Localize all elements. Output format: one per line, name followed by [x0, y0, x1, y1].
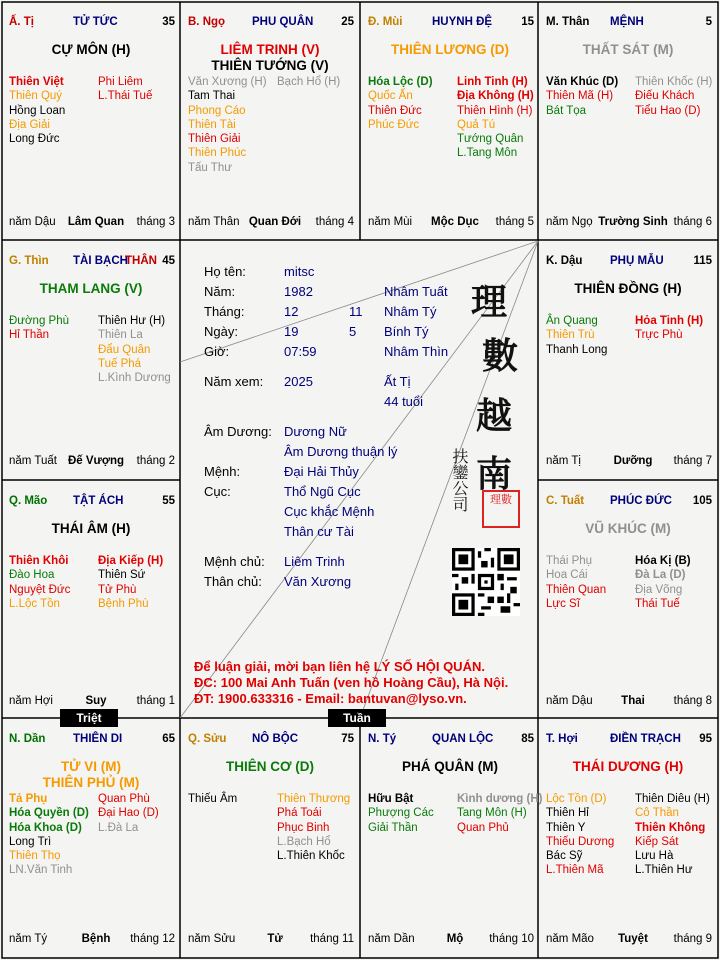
minor-star: Thiên Trù [546, 329, 595, 342]
calligraphy-char-4: 南 [476, 453, 513, 495]
main-star: THÁI ÂM (H) [51, 521, 131, 536]
minor-star: Đường Phù [9, 315, 69, 327]
minor-star: Thiếu Âm [188, 793, 238, 805]
cuc-label: Cục: [204, 484, 231, 499]
palace-header [546, 16, 712, 30]
palace-year: năm Sửu [188, 933, 236, 945]
than-chu-label: Thân chủ: [204, 574, 262, 589]
calligraphy-char-1: 理 [471, 281, 508, 323]
left-stars-column [188, 792, 276, 806]
palace-name: MỆNH [610, 16, 644, 28]
minor-star: L.Thiên Khốc [277, 850, 345, 863]
life-stage: Lâm Quan [67, 216, 125, 228]
left-stars-column [546, 792, 634, 878]
palace-footer [188, 933, 354, 947]
palace-header [9, 16, 175, 30]
palace-header [368, 733, 534, 747]
center-panel [180, 240, 538, 718]
left-stars-column [546, 75, 634, 118]
palace-footer [9, 455, 175, 469]
day-lunar: 5 [349, 324, 357, 339]
minor-star: Quốc Ấn [368, 90, 413, 103]
minor-star: Thái Tuế [635, 597, 680, 610]
minor-star: Hồng Loan [9, 104, 66, 117]
palace-year: năm Tuất [9, 455, 57, 467]
triet-tab: Triệt [60, 709, 118, 727]
month-value: 12 [284, 304, 299, 319]
life-stage: Mộ [446, 933, 464, 945]
palace-cell-ngo [181, 2, 359, 240]
palace-cell-dau [539, 241, 717, 479]
menh-label: Mệnh: [204, 464, 241, 479]
amduong-value: Dương Nữ [284, 424, 347, 439]
minor-star: Phong Cáo [188, 104, 246, 117]
minor-star: Thiên Diêu (H) [635, 793, 710, 805]
contact-line-2: ĐC: 100 Mai Anh Tuấn (ven hồ Hoàng Cầu), Hà Nội. [194, 675, 509, 690]
left-stars-column [368, 75, 456, 132]
minor-star: Tướng Quân [457, 133, 524, 146]
palace-year: năm Ngọ [546, 216, 593, 228]
main-star: TỬ VI (M) [61, 759, 121, 774]
minor-star: Kiếp Sát [635, 835, 679, 848]
right-stars-column [635, 792, 720, 878]
year-can: Nhâm Tuất [384, 284, 448, 299]
minor-star: Linh Tinh (H) [457, 76, 528, 88]
minor-star: Hỉ Thần [9, 329, 50, 342]
palace-year: năm Dần [368, 933, 415, 945]
palace-cell-hoi [539, 719, 717, 957]
palace-year: năm Tý [9, 933, 48, 945]
tuan-tab: Tuần [328, 709, 386, 727]
minor-star: Đào Hoa [9, 569, 55, 582]
palace-position: N. Tý [368, 733, 397, 745]
minor-star: Địa Võng [635, 583, 683, 596]
minor-star: L.Kình Dương [98, 372, 171, 385]
than-marker: THÂN [125, 255, 157, 267]
right-stars-column [277, 792, 365, 863]
minor-star: L.Bạch Hổ [277, 835, 331, 848]
palace-footer [9, 933, 175, 947]
minor-star: Thiên Hỉ [546, 807, 589, 820]
minor-star: Văn Xương (H) [188, 76, 267, 88]
palace-name: QUAN LỘC [432, 733, 494, 745]
palace-month: tháng 12 [130, 933, 175, 945]
main-star: THIÊN PHỦ (M) [42, 775, 140, 790]
palace-age: 115 [693, 255, 712, 267]
palace-name: TẬT ÁCH [73, 495, 124, 507]
main-stars [539, 759, 717, 775]
view-year-label: Năm xem: [204, 374, 264, 389]
palace-month: tháng 7 [673, 455, 712, 467]
left-stars-column [9, 75, 97, 146]
left-stars-column [9, 792, 97, 878]
hour-label: Giờ: [204, 344, 230, 359]
palace-name: TỬ TỨC [73, 16, 118, 28]
palace-header [546, 495, 712, 509]
minor-star: Phá Toái [277, 807, 322, 820]
palace-cell-dan [2, 719, 180, 957]
main-star: THIÊN LƯƠNG (D) [391, 42, 509, 57]
main-stars [539, 521, 717, 537]
palace-name: PHU QUÂN [252, 16, 314, 28]
minor-star: Đẩu Quân [98, 343, 151, 356]
view-year-value: 2025 [284, 374, 313, 389]
minor-star: Thiên Giải [188, 133, 241, 146]
palace-header [9, 495, 175, 509]
minor-star: Văn Khúc (D) [546, 76, 619, 88]
minor-star: Hóa Lộc (D) [368, 76, 433, 88]
main-stars [361, 759, 539, 775]
qr-code [452, 548, 520, 616]
name-label: Họ tên: [204, 264, 246, 279]
life-stage: Đế Vượng [67, 455, 125, 467]
minor-star: Thiên Mã (H) [546, 90, 614, 103]
palace-name: NÔ BỘC [252, 733, 298, 745]
main-stars [2, 521, 180, 537]
right-stars-column [635, 554, 720, 611]
palace-header [9, 255, 175, 269]
palace-header [9, 733, 175, 747]
life-stage: Tử [267, 933, 283, 945]
palace-name: HUYNH ĐỆ [432, 16, 493, 28]
minor-star: Thiên Thọ [9, 850, 61, 863]
palace-footer [368, 933, 534, 947]
minor-star: Quan Phù [98, 793, 150, 805]
minor-star: L.Lộc Tồn [9, 597, 60, 610]
main-star: THIÊN ĐỒNG (H) [574, 281, 682, 296]
palace-age: 75 [341, 733, 354, 745]
palace-name: PHÚC ĐỨC [610, 495, 672, 507]
minor-star: Phượng Các [368, 807, 434, 820]
life-stage: Trường Sinh [598, 216, 668, 228]
palace-name: ĐIỀN TRẠCH [610, 733, 681, 745]
minor-star: Đà La (D) [635, 569, 686, 582]
menh-chu-value: Liêm Trinh [284, 554, 345, 569]
palace-position: Ấ. Tị [9, 16, 34, 28]
minor-star: Thiếu Dương [546, 835, 615, 848]
minor-star: Long Đức [9, 133, 60, 146]
palace-footer [546, 455, 712, 469]
palace-footer [188, 216, 354, 230]
palace-year: năm Mùi [368, 216, 413, 228]
main-star: PHÁ QUÂN (M) [402, 759, 498, 774]
right-stars-column [457, 75, 545, 161]
main-star: THẤT SÁT (M) [582, 42, 674, 57]
palace-month: tháng 3 [136, 216, 175, 228]
minor-star: Phục Binh [277, 821, 330, 834]
palace-age: 15 [521, 16, 534, 28]
palace-year: năm Tị [546, 455, 581, 467]
minor-star: Hóa Kị (B) [635, 555, 691, 567]
minor-star: Lưu Hà [635, 850, 674, 863]
than-chu-value: Văn Xương [284, 574, 352, 589]
minor-star: L.Thái Tuế [98, 90, 153, 103]
palace-age: 45 [162, 255, 175, 267]
palace-position: T. Hợi [546, 733, 578, 745]
palace-cell-suu [181, 719, 359, 957]
minor-star: Hóa Quyền (D) [9, 807, 89, 820]
palace-cell-ti [2, 2, 180, 240]
day-can: Bính Tý [384, 324, 429, 339]
palace-footer [546, 695, 712, 709]
day-label: Ngày: [204, 324, 238, 339]
month-can: Nhâm Tý [384, 304, 437, 319]
palace-month: tháng 4 [315, 216, 354, 228]
main-stars [2, 281, 180, 297]
life-stage: Bệnh [81, 933, 111, 945]
palace-month: tháng 8 [673, 695, 712, 707]
palace-header [546, 255, 712, 269]
minor-star: Thiên Y [546, 821, 586, 834]
palace-month: tháng 2 [136, 455, 175, 467]
main-star: THIÊN CƠ (D) [225, 759, 314, 774]
minor-star: Giải Thần [368, 821, 418, 834]
right-stars-column [635, 75, 720, 118]
palace-position: Q. Sửu [188, 733, 227, 745]
main-stars [539, 281, 717, 297]
minor-star: Kình dương (H) [457, 793, 543, 805]
left-stars-column [9, 314, 97, 343]
palace-month: tháng 10 [489, 933, 534, 945]
palace-position: K. Dậu [546, 255, 583, 267]
palace-position: N. Dần [9, 733, 46, 745]
right-stars-column [457, 792, 545, 835]
minor-star: Thiên Việt [9, 76, 64, 88]
palace-header [368, 16, 534, 30]
minor-star: Thiên Đức [368, 104, 422, 117]
minor-star: Thiên La [98, 329, 143, 342]
minor-star: Hóa Khoa (D) [9, 821, 82, 834]
minor-star: Hỏa Tinh (H) [635, 315, 704, 327]
palace-month: tháng 5 [495, 216, 534, 228]
menh-value: Đại Hải Thủy [284, 464, 359, 479]
minor-star: Thiên Thương [277, 793, 351, 805]
year-value: 1982 [284, 284, 313, 299]
minor-star: L.Tang Môn [457, 147, 518, 160]
palace-header [188, 16, 354, 30]
life-stage: Suy [85, 695, 107, 707]
view-year-can: Ất Tị [384, 374, 411, 389]
year-label: Năm: [204, 284, 236, 299]
palace-position: G. Thìn [9, 255, 49, 267]
main-stars [361, 42, 539, 58]
palace-cell-mao [2, 481, 180, 719]
contact-line-1: Để luận giải, mời bạn liên hệ LÝ SỐ HỘI QUÁN. [194, 659, 485, 674]
minor-star: Nguyệt Đức [9, 583, 71, 596]
minor-star: Thiên Phúc [188, 147, 247, 160]
minor-star: Lộc Tồn (D) [546, 793, 607, 805]
minor-star: Địa Không (H) [457, 90, 534, 103]
palace-position: Q. Mão [9, 495, 48, 507]
main-stars [2, 42, 180, 58]
main-stars [2, 759, 180, 791]
hour-value: 07:59 [284, 344, 317, 359]
minor-star: Địa Giải [9, 118, 50, 131]
minor-star: Thiên Khốc (H) [635, 76, 713, 88]
cuc-note: Cục khắc Mệnh [284, 504, 375, 519]
minor-star: Thiên Tài [188, 118, 236, 131]
palace-position: C. Tuất [546, 495, 585, 507]
palace-year: năm Mão [546, 933, 594, 945]
palace-year: năm Dậu [546, 695, 593, 707]
minor-star: Phúc Đức [368, 118, 420, 131]
palace-cell-than [539, 2, 717, 240]
palace-age: 85 [521, 733, 534, 745]
right-stars-column [98, 792, 186, 835]
minor-star: Bát Tọa [546, 104, 587, 117]
palace-age: 105 [692, 495, 712, 507]
minor-star: L.Thiên Hư [635, 864, 693, 877]
main-stars [181, 759, 359, 775]
main-star: THÁI DƯƠNG (H) [572, 759, 684, 774]
minor-star: Phi Liêm [98, 76, 143, 88]
palace-header [546, 733, 712, 747]
minor-star: Đại Hao (D) [98, 807, 159, 820]
palace-footer [368, 216, 534, 230]
palace-month: tháng 6 [673, 216, 712, 228]
palace-year: năm Thân [188, 216, 240, 228]
palace-footer [546, 216, 712, 230]
life-stage: Quan Đới [248, 216, 302, 228]
right-stars-column [635, 314, 720, 343]
minor-star: LN.Văn Tinh [9, 864, 73, 877]
minor-star: Thanh Long [546, 343, 608, 356]
life-stage: Mộc Dục [431, 216, 479, 228]
day-value: 19 [284, 324, 299, 339]
minor-star: Tử Phù [98, 583, 137, 596]
minor-star: Địa Kiếp (H) [98, 555, 164, 567]
palace-month: tháng 9 [673, 933, 712, 945]
palace-year: năm Dậu [9, 216, 56, 228]
left-stars-column [368, 792, 456, 835]
minor-star: Thiên Không [635, 821, 706, 834]
minor-star: Trực Phù [635, 329, 683, 342]
palace-name: TÀI BẠCH [73, 255, 128, 267]
palace-month: tháng 1 [136, 695, 175, 707]
minor-star: Lực Sĩ [546, 597, 580, 610]
palace-footer [9, 695, 175, 709]
palace-cell-ty [361, 719, 543, 957]
right-stars-column [98, 75, 186, 104]
palace-position: Đ. Mùi [368, 16, 403, 28]
menh-chu-label: Mệnh chủ: [204, 554, 265, 569]
minor-star: L.Đà La [98, 821, 139, 834]
main-star: THAM LANG (V) [39, 281, 143, 296]
cuc-value: Thổ Ngũ Cục [284, 484, 361, 499]
minor-star: Bạch Hổ (H) [277, 76, 341, 88]
palace-name: PHỤ MẪU [610, 255, 664, 267]
red-seal-stamp: 理數 [482, 490, 520, 528]
life-stage: Tuyệt [618, 933, 648, 945]
palace-age: 65 [162, 733, 175, 745]
minor-star: Thiên Quý [9, 90, 63, 103]
minor-star: L.Thiên Mã [546, 864, 604, 877]
minor-star: Thái Phụ [546, 555, 593, 567]
calligraphy-char-2: 數 [482, 335, 519, 377]
amduong-label: Âm Dương: [204, 424, 272, 439]
minor-star: Quả Tú [457, 118, 496, 131]
right-stars-column [98, 554, 186, 611]
palace-cell-tuat [539, 481, 717, 719]
palace-month: tháng 11 [310, 933, 354, 945]
right-stars-column [98, 314, 186, 385]
minor-star: Ân Quang [546, 315, 598, 327]
minor-star: Bác Sỹ [546, 850, 583, 863]
palace-age: 35 [162, 16, 175, 28]
right-stars-column [277, 75, 365, 89]
palace-name: THIÊN DI [73, 733, 123, 745]
left-stars-column [188, 75, 276, 175]
main-star: CỰ MÔN (H) [51, 42, 131, 57]
palace-position: B. Ngọ [188, 16, 226, 28]
minor-star: Tả Phụ [9, 793, 48, 805]
palace-position: M. Thân [546, 16, 590, 28]
main-star: LIÊM TRINH (V) [220, 42, 320, 57]
left-stars-column [546, 554, 634, 611]
main-stars [181, 42, 359, 74]
minor-star: Thiên Sứ [98, 569, 146, 582]
company-characters: 扶鑾公司 [450, 448, 469, 512]
minor-star: Tam Thai [188, 90, 236, 103]
main-star: VŨ KHÚC (M) [585, 521, 671, 536]
palace-header [188, 733, 354, 747]
life-stage: Thai [621, 695, 645, 707]
palace-footer [546, 933, 712, 947]
minor-star: Long Trì [9, 835, 52, 848]
minor-star: Thiên Quan [546, 583, 607, 596]
minor-star: Hoa Cái [546, 569, 588, 582]
minor-star: Thiên Hư (H) [98, 315, 166, 327]
minor-star: Thiên Hình (H) [457, 104, 533, 117]
minor-star: Bệnh Phù [98, 597, 149, 610]
than-cu: Thân cư Tài [284, 524, 354, 539]
calligraphy-char-3: 越 [476, 395, 513, 437]
name-value: mitsc [284, 264, 315, 279]
palace-cell-thin [2, 241, 180, 479]
month-lunar: 11 [349, 304, 363, 319]
palace-age: 95 [699, 733, 712, 745]
palace-age: 5 [705, 16, 712, 28]
amduong-note: Âm Dương thuận lý [284, 444, 398, 459]
minor-star: Tang Môn (H) [457, 807, 527, 820]
main-star: THIÊN TƯỚNG (V) [211, 58, 329, 73]
palace-age: 25 [341, 16, 354, 28]
left-stars-column [546, 314, 634, 357]
contact-line-3: ĐT: 1900.633316 - Email: bantuvan@lyso.vn. [194, 691, 467, 706]
age-value: 44 tuổi [384, 394, 424, 409]
minor-star: Điếu Khách [635, 90, 695, 103]
palace-age: 55 [162, 495, 175, 507]
palace-footer [9, 216, 175, 230]
minor-star: Tấu Thư [188, 161, 232, 174]
minor-star: Cô Thần [635, 807, 679, 820]
palace-cell-mui [361, 2, 539, 240]
minor-star: Tiểu Hao (D) [635, 104, 701, 117]
left-stars-column [9, 554, 97, 611]
month-label: Tháng: [204, 304, 245, 319]
minor-star: Thiên Khôi [9, 555, 69, 567]
minor-star: Quan Phủ [457, 821, 509, 834]
main-stars [539, 42, 717, 58]
hour-can: Nhâm Thìn [384, 344, 449, 359]
minor-star: Hữu Bật [368, 793, 414, 805]
palace-year: năm Hợi [9, 695, 53, 707]
minor-star: Tuế Phá [98, 357, 142, 370]
life-stage: Dưỡng [613, 455, 653, 467]
